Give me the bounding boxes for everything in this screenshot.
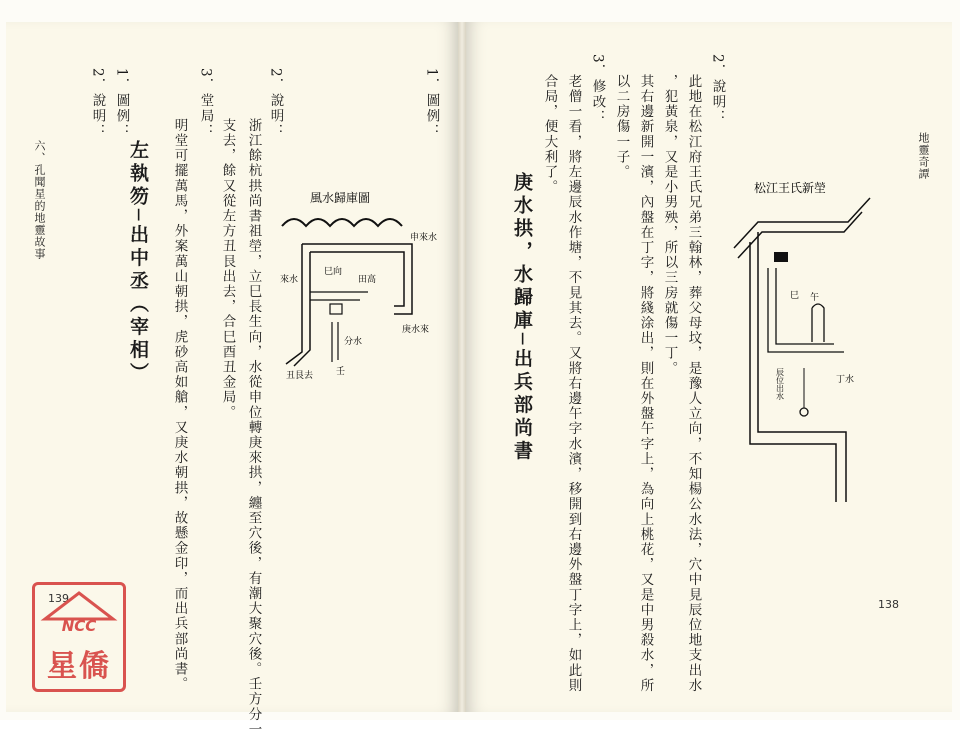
book-gutter: [458, 22, 466, 712]
left-diagram-label-4: 來水: [280, 275, 299, 285]
right-header: 地靈奇譚: [917, 132, 930, 180]
stamp-ncc-text: NCC: [61, 617, 97, 635]
right-diagram: [728, 172, 878, 532]
right-diagram-label-1: 巳: [790, 291, 800, 301]
right-col-3: ，犯黃泉，又是小男殃，所以三房就傷一丁。: [661, 74, 678, 376]
left-s1-head3: 3．堂局：: [197, 68, 214, 139]
right-page: [466, 22, 952, 712]
left-s2-head2: 2．說明：: [267, 68, 284, 139]
left-text-hall: 明堂可擺萬馬，外案萬山朝拱，虎砂高如艙，又庚水朝拱，故懸金印，而出兵部尚書。: [171, 118, 188, 692]
left-diagram-label-8: 壬: [336, 367, 346, 377]
left-quote: 左執笏─出中丞（宰相）: [127, 140, 149, 386]
left-page-number: 139: [48, 592, 69, 605]
right-col-8: 合局，便大利了。: [541, 74, 558, 195]
right-diagram-label-3: 辰位出水: [775, 368, 785, 400]
right-diagram-label-2: 午: [810, 293, 820, 303]
right-quote: 庚水拱，水歸庫─出兵部尚書: [511, 172, 533, 464]
stamp-name-text: 星僑: [47, 649, 111, 684]
left-diagram: [272, 182, 438, 382]
left-diagram-label-6: 庚水來: [402, 325, 430, 335]
left-text-col1: 浙江餘杭拱尚書祖塋，立巳長生向，水從申位轉庚來拱，纏至穴後，有潮大聚穴後。壬方分一: [245, 118, 262, 737]
left-s1-head2: 2．說明：: [89, 68, 106, 139]
right-diagram-label-4: 丁水: [836, 375, 855, 385]
right-col-2: 此地在松江府王氏兄弟三翰林，葬父母坟，是豫人立向，不知楊公水法，穴中見辰位地支出水: [685, 74, 702, 694]
left-text-col2: 支去，餘又從左方丑艮出去，合巳酉丑金局。: [219, 118, 236, 420]
left-diagram-label-1: 申來水: [410, 233, 438, 243]
right-col-7: 老僧一看，將左邊辰水作塘，不見其去。又將右邊午字水濱，移開到右邊外盤丁字上，如此則: [565, 74, 582, 694]
right-diagram-title: 松江王氏新塋: [754, 181, 827, 195]
left-diagram-label-3: 田高: [358, 275, 377, 285]
left-diagram-label-5: 分水: [344, 337, 363, 347]
right-col-4: 其右邊新開一濱，內盤在丁字，將綫涂出，則在外盤午字上，為向上桃花，又是中男殺水，所: [637, 74, 654, 694]
left-footer: 六、孔聞星的地靈故事: [33, 140, 46, 260]
right-page-number: 138: [878, 598, 899, 611]
right-col-6: 3．修改：: [589, 54, 606, 125]
right-col-5: 以二房傷一子。: [613, 74, 630, 180]
left-s2-head1: 1．圖例：: [423, 68, 440, 139]
left-diagram-title: 風水歸庫圖: [310, 191, 371, 205]
left-diagram-label-7: 丑艮去: [286, 371, 314, 381]
ncc-logo-stamp: [32, 582, 126, 692]
left-s1-head1: 1．圖例：: [113, 68, 130, 139]
left-diagram-label-2: 巳向: [324, 267, 343, 277]
right-col-1: 2．說明：: [709, 54, 726, 125]
